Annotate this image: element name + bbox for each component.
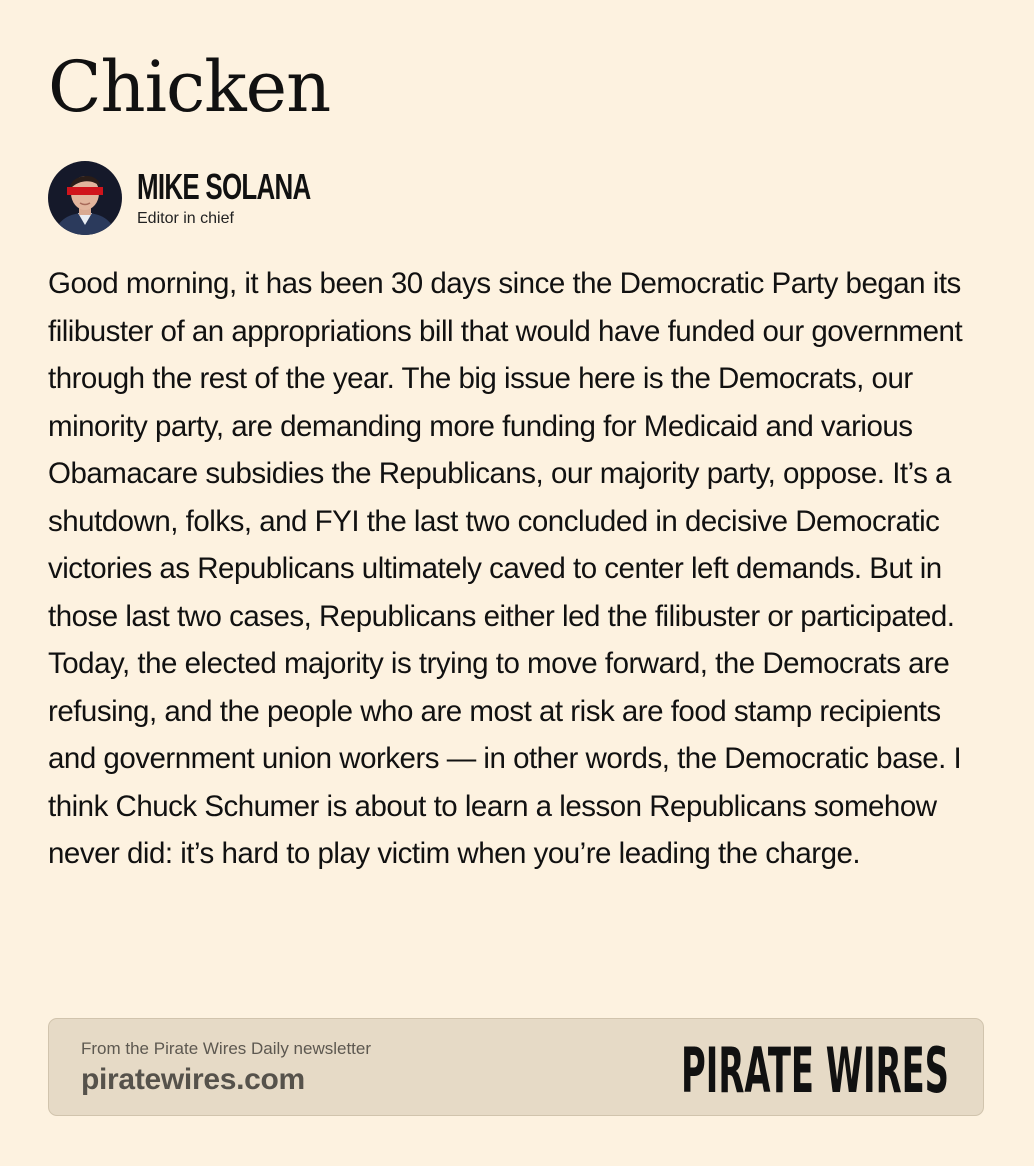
pirate-wires-logo <box>681 1037 953 1104</box>
brand-wordmark: PIRATE WIRES <box>681 1037 949 1099</box>
author-info <box>137 166 378 227</box>
byline <box>48 160 378 236</box>
article-body: Good morning, it has been 30 days since the Democratic Party began its filibuster of an appropriations bill that would have funded our government through the rest of the year. The big issue here is the Democrats, our minority party, are demanding more funding for Medicaid and various Obamacare subsidies the Republicans, our majority party, oppose. It’s a shutdown, folks, and FYI the last two concluded in decisive Democratic victories as Republicans ultimately caved to center left demands. But in those last two cases, Republicans either led the filibuster or participated. Today, the elected majority is trying to move forward, the Democrats are refusing, and the people who are most at risk are food stamp recipients and government union workers — in other words, the Democratic base. I think Chuck Schumer is about to learn a lesson Republicans somehow never did: it’s hard to play victim when you’re leading the charge. <box>48 267 963 870</box>
newsletter-source-note: From the Pirate Wires Daily newsletter <box>81 1039 372 1058</box>
author-name[interactable]: MIKE SOLANA <box>137 166 311 207</box>
avatar <box>48 161 122 235</box>
author-role: Editor in chief <box>137 210 234 227</box>
site-link[interactable]: piratewires.com <box>81 1063 305 1096</box>
page-title: Chicken <box>48 46 331 128</box>
newsletter-footer <box>48 1018 984 1116</box>
pirate-wires-wordmark-icon <box>681 1037 953 1099</box>
author-portrait-icon <box>48 161 122 235</box>
